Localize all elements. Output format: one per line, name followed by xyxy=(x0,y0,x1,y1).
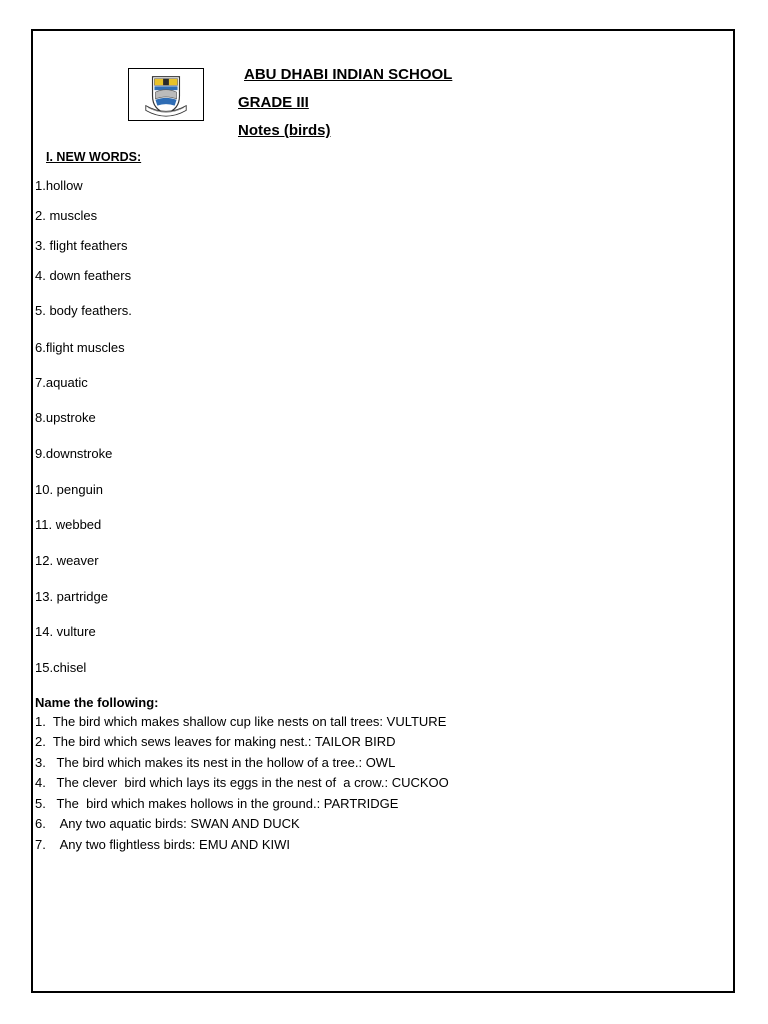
grade-title: GRADE III xyxy=(238,94,309,111)
new-words-heading: I. NEW WORDS: xyxy=(46,150,142,164)
school-crest-icon xyxy=(129,69,203,120)
new-word-item: 8.upstroke xyxy=(35,410,96,425)
question-item: 7. Any two flightless birds: EMU AND KIWI xyxy=(35,837,291,852)
question-item: 4. The clever bird which lays its eggs in the nest of a crow.: CUCKOO xyxy=(35,775,449,790)
new-word-item: 13. partridge xyxy=(35,589,108,604)
question-item: 6. Any two aquatic birds: SWAN AND DUCK xyxy=(35,816,300,831)
new-word-item: 4. down feathers xyxy=(35,268,132,283)
notes-title: Notes (birds) xyxy=(238,122,331,139)
new-word-item: 1.hollow xyxy=(35,178,83,193)
new-word-item: 10. penguin xyxy=(35,482,103,497)
name-the-following-heading: Name the following: xyxy=(35,695,159,710)
question-item: 2. The bird which sews leaves for making nest.: TAILOR BIRD xyxy=(35,734,396,749)
new-word-item: 9.downstroke xyxy=(35,446,113,461)
new-word-item: 6.flight muscles xyxy=(35,340,125,355)
new-word-item: 5. body feathers. xyxy=(35,303,132,318)
new-word-item: 7.aquatic xyxy=(35,375,88,390)
new-word-item: 2. muscles xyxy=(35,208,98,223)
question-item: 3. The bird which makes its nest in the hollow of a tree.: OWL xyxy=(35,755,396,770)
new-word-item: 14. vulture xyxy=(35,624,96,639)
school-logo xyxy=(128,68,204,121)
question-item: 5. The bird which makes hollows in the ground.: PARTRIDGE xyxy=(35,796,399,811)
new-word-item: 3. flight feathers xyxy=(35,238,128,253)
school-name: ABU DHABI INDIAN SCHOOL xyxy=(244,66,453,83)
new-word-item: 15.chisel xyxy=(35,660,87,675)
new-word-item: 11. webbed xyxy=(35,517,102,532)
new-word-item: 12. weaver xyxy=(35,553,99,568)
question-item: 1. The bird which makes shallow cup like nests on tall trees: VULTURE xyxy=(35,714,447,729)
